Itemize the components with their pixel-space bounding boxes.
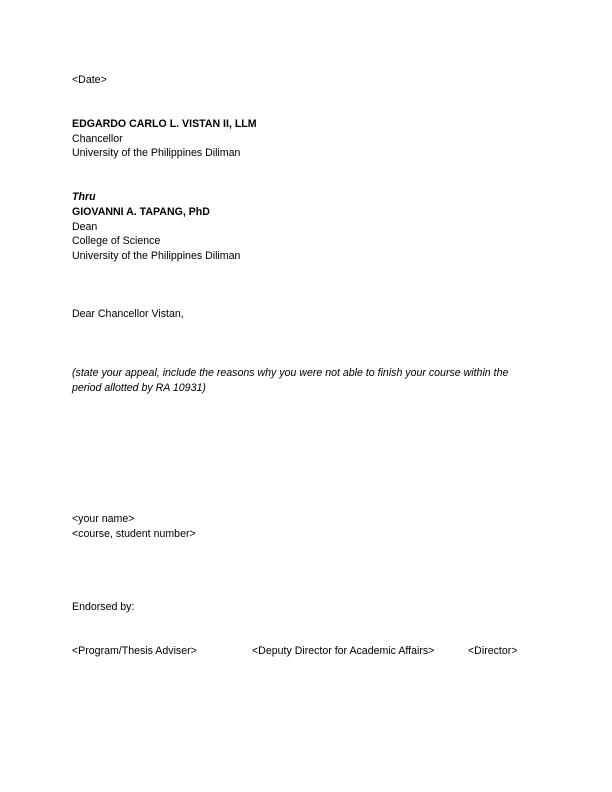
thru-name: GIOVANNI A. TAPANG, PhD [72, 206, 210, 218]
body-instruction-line-2: period allotted by RA 10931) [72, 381, 206, 394]
addressee-institution: University of the Philippines Diliman [72, 147, 241, 159]
signature-details-placeholder: <course, student number> [72, 528, 196, 540]
signature-name-placeholder: <your name> [72, 513, 135, 525]
body-instruction-line-1: (state your appeal, include the reasons why you were not able to finish your course within the [72, 367, 509, 379]
endorser-deputy-director: <Deputy Director for Academic Affairs> [252, 645, 435, 657]
endorser-director: <Director> [468, 645, 518, 657]
addressee-title: Chancellor [72, 132, 123, 145]
thru-institution: University of the Philippines Diliman [72, 249, 241, 262]
endorsed-by-label: Endorsed by: [72, 601, 135, 613]
addressee-name: EDGARDO CARLO L. VISTAN II, LLM [72, 118, 257, 130]
endorser-program-adviser: <Program/Thesis Adviser> [72, 645, 197, 657]
thru-label: Thru [72, 191, 96, 203]
date-placeholder: <Date> [72, 74, 107, 86]
thru-title: Dean [72, 220, 98, 233]
thru-college: College of Science [72, 235, 161, 247]
salutation: Dear Chancellor Vistan, [72, 308, 184, 320]
